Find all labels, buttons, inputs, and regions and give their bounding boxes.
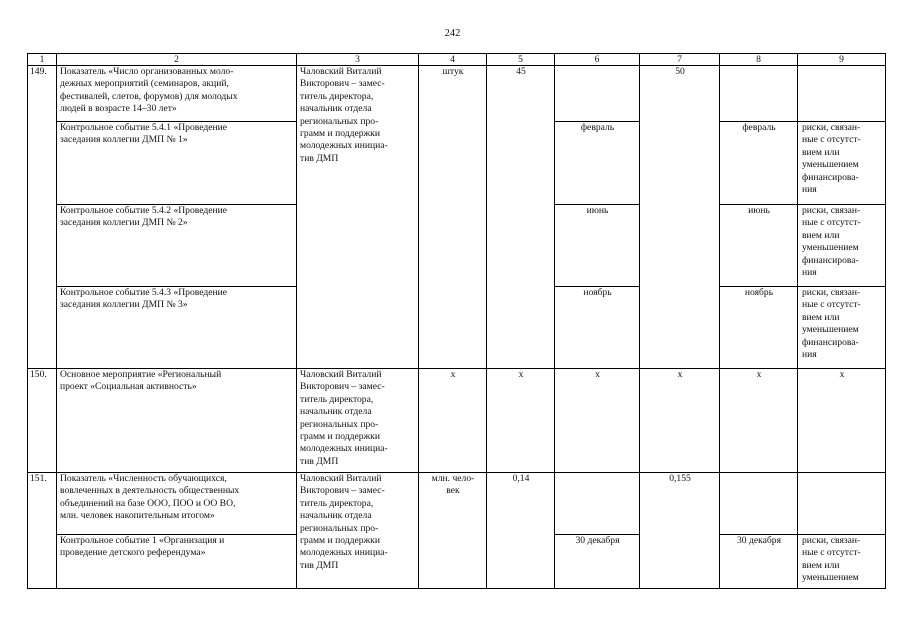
unit-cell: млн. чело- век [419, 473, 487, 589]
risk-cell [798, 66, 886, 122]
table-row [28, 66, 886, 122]
risk-cell: x [798, 369, 886, 473]
column-header: 4 [419, 54, 487, 66]
control-event-name: Контрольное событие 1 «Организация и проведение детского референдума» [57, 535, 297, 589]
column-header: 2 [57, 54, 297, 66]
column-header: 7 [640, 54, 720, 66]
table-row [28, 473, 886, 535]
base-value-cell: 45 [487, 66, 555, 369]
risk-cell: риски, связан- ные с отсутст- вием или уменьшением [798, 535, 886, 589]
target-value-cell: 0,155 [640, 473, 720, 589]
deadline-cell: июнь [720, 205, 798, 287]
base-value-cell: x [487, 369, 555, 473]
column-header: 3 [297, 54, 419, 66]
risk-cell: риски, связан- ные с отсутст- вием или уменьшением финансирова- ния [798, 205, 886, 287]
row-number: 151. [28, 473, 57, 589]
deadline-cell: 30 декабря [555, 535, 640, 589]
deadline-cell: февраль [720, 122, 798, 205]
base-value-cell: 0,14 [487, 473, 555, 589]
column-header: 5 [487, 54, 555, 66]
activity-name: Основное мероприятие «Региональный проект «Социальная активность» [57, 369, 297, 473]
target-value-cell: 50 [640, 66, 720, 369]
deadline-cell [555, 473, 640, 535]
column-header: 8 [720, 54, 798, 66]
deadline-cell [555, 66, 640, 122]
responsible-person: Чаловский Виталий Викторович – замес- титель директора, начальник отдела региональных про- грамм и поддержки молодежных инициа- тив ДМП [297, 66, 419, 369]
page-number: 242 [444, 28, 461, 39]
deadline-cell: ноябрь [555, 287, 640, 369]
deadline-cell [720, 66, 798, 122]
indicator-name: Показатель «Число организованных моло- дежных мероприятий (семинаров, акций, фестивалей, слетов, форумов) для молодых людей в возрасте 14–30 лет» [57, 66, 297, 122]
indicator-name: Показатель «Численность обучающихся, вовлеченных в деятельность общественных объединений на базе ООО, ПОО и ОО ВО, млн. человек накопительным итогом» [57, 473, 297, 535]
deadline-cell: февраль [555, 122, 640, 205]
column-header: 9 [798, 54, 886, 66]
target-value-cell: x [640, 369, 720, 473]
deadline-cell: ноябрь [720, 287, 798, 369]
deadline-cell: x [555, 369, 640, 473]
control-event-name: Контрольное событие 5.4.1 «Проведение заседания коллегии ДМП № 1» [57, 122, 297, 205]
deadline-cell: x [720, 369, 798, 473]
unit-cell: штук [419, 66, 487, 369]
row-number: 149. [28, 66, 57, 369]
responsible-person: Чаловский Виталий Викторович – замес- титель директора, начальник отдела региональных про- грамм и поддержки молодежных инициа- тив ДМП [297, 473, 419, 589]
row-number: 150. [28, 369, 57, 473]
deadline-cell [720, 473, 798, 535]
column-header: 1 [28, 54, 57, 66]
deadline-cell: 30 декабря [720, 535, 798, 589]
column-number-row [28, 54, 886, 66]
risk-cell: риски, связан- ные с отсутст- вием или уменьшением финансирова- ния [798, 122, 886, 205]
risk-cell: риски, связан- ные с отсутст- вием или уменьшением финансирова- ния [798, 287, 886, 369]
column-header: 6 [555, 54, 640, 66]
control-event-name: Контрольное событие 5.4.2 «Проведение заседания коллегии ДМП № 2» [57, 205, 297, 287]
control-event-name: Контрольное событие 5.4.3 «Проведение заседания коллегии ДМП № 3» [57, 287, 297, 369]
deadline-cell: июнь [555, 205, 640, 287]
unit-cell: x [419, 369, 487, 473]
table-row [28, 369, 886, 473]
responsible-person: Чаловский Виталий Викторович – замес- титель директора, начальник отдела региональных про- грамм и поддержки молодежных инициа- тив ДМП [297, 369, 419, 473]
plan-table [27, 53, 886, 589]
risk-cell [798, 473, 886, 535]
